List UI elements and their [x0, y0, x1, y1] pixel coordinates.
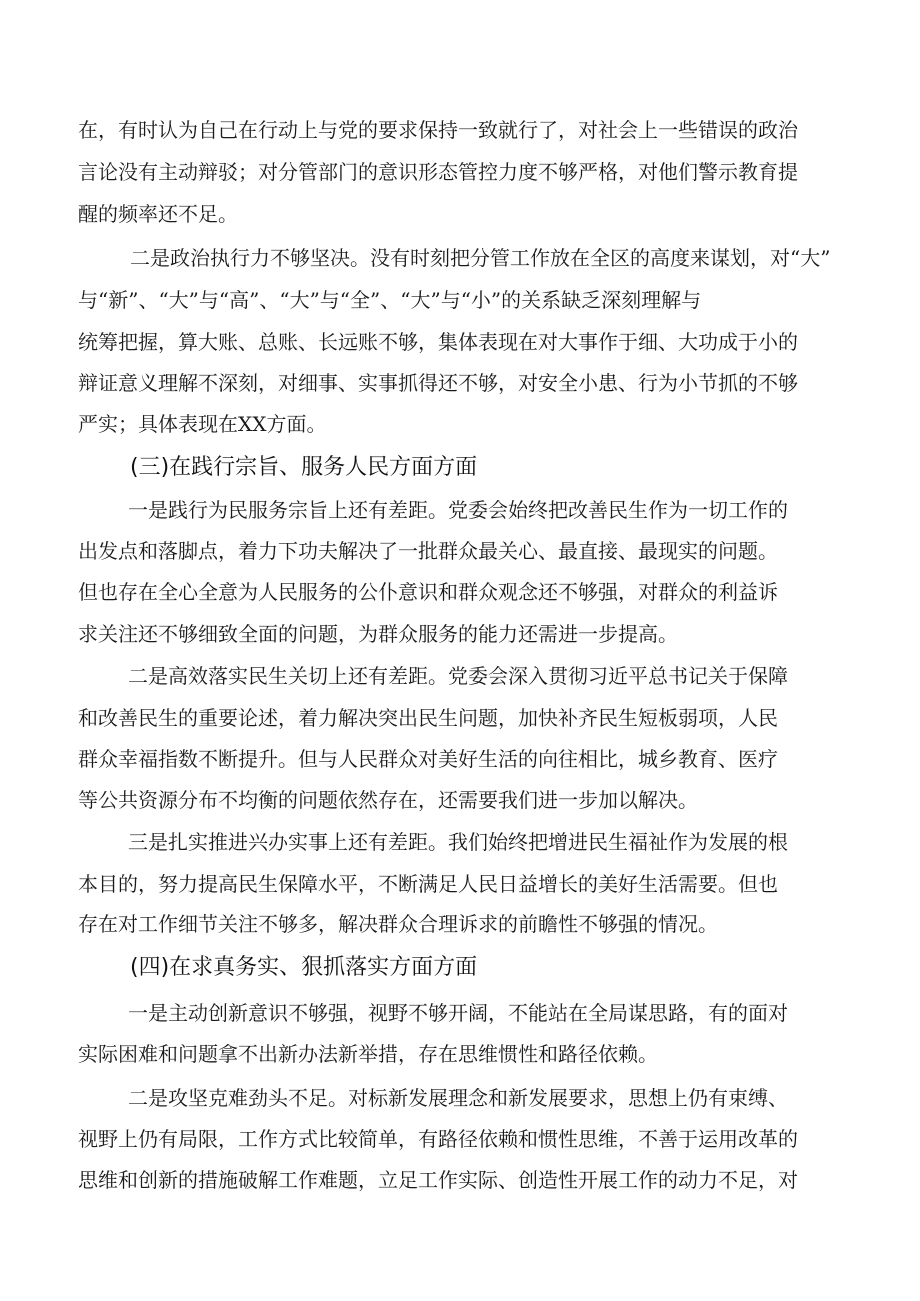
text-line: 二是攻坚克难劲头不足。对标新发展理念和新发展要求，思想上仍有束缚、	[128, 1086, 788, 1110]
text-line: 等公共资源分布不均衡的问题依然存在，还需要我们进一步加以解决。	[78, 788, 698, 812]
text-line: 一是主动创新意识不够强，视野不够开阔，不能站在全局谋思路，有的面对	[128, 1001, 788, 1025]
text-line: 视野上仍有局限，工作方式比较简单，有路径依赖和惯性思维，不善于运用改革的	[78, 1127, 798, 1151]
text-line: 醒的频率还不足。	[78, 202, 238, 226]
text-line: 统筹把握，算大账、总账、长远账不够，集体表现在对大事作于细、大功成于小的	[78, 330, 798, 354]
text-line: 与“新”、“大”与“高”、“大”与“全”、“大”与“小”的关系缺乏深刻理解与	[78, 288, 702, 312]
text-line: 言论没有主动辩驳；对分管部门的意识形态管控力度不够严格，对他们警示教育提	[78, 160, 798, 184]
text-line: 三是扎实推进兴办实事上还有差距。我们始终把增进民生福祉作为发展的根	[128, 830, 788, 854]
text-line: 求关注还不够细致全面的问题，为群众服务的能力还需进一步提高。	[78, 622, 678, 646]
section-heading: (四)在求真务实、狠抓落实方面方面	[130, 955, 478, 980]
text-line: 存在对工作细节关注不够多，解决群众合理诉求的前瞻性不够强的情况。	[78, 912, 718, 936]
text-line: 和改善民生的重要论述，着力解决突出民生问题，加快补齐民生短板弱项，人民	[78, 706, 778, 730]
text-line: 群众幸福指数不断提升。但与人民群众对美好生活的向往相比，城乡教育、医疗	[78, 747, 778, 771]
text-line: 二是高效落实民生关切上还有差距。党委会深入贯彻习近平总书记关于保障	[128, 664, 788, 688]
text-line: 实际困难和问题拿不出新办法新举措，存在思维惯性和路径依赖。	[78, 1042, 658, 1066]
text-line: 但也存在全心全意为人民服务的公仆意识和群众观念还不够强，对群众的利益诉	[78, 580, 778, 604]
text-line: 一是践行为民服务宗旨上还有差距。党委会始终把改善民生作为一切工作的	[128, 498, 788, 522]
text-line: 严实；具体表现在XX方面。	[78, 412, 327, 436]
text-line: 在，有时认为自己在行动上与党的要求保持一致就行了，对社会上一些错误的政治	[78, 118, 798, 142]
text-line: 出发点和落脚点，着力下功夫解决了一批群众最关心、最直接、最现实的问题。	[78, 539, 778, 563]
text-line: 二是政治执行力不够坚决。没有时刻把分管工作放在全区的高度来谋划，对“大”	[130, 246, 831, 270]
text-line: 辩证意义理解不深刻，对细事、实事抓得还不够，对安全小患、行为小节抓的不够	[78, 371, 798, 395]
text-line: 本目的，努力提高民生保障水平，不断满足人民日益增长的美好生活需要。但也	[78, 872, 778, 896]
section-heading: (三)在践行宗旨、服务人民方面方面	[130, 455, 478, 480]
text-line: 思维和创新的措施破解工作难题，立足工作实际、创造性开展工作的动力不足，对	[78, 1168, 798, 1192]
